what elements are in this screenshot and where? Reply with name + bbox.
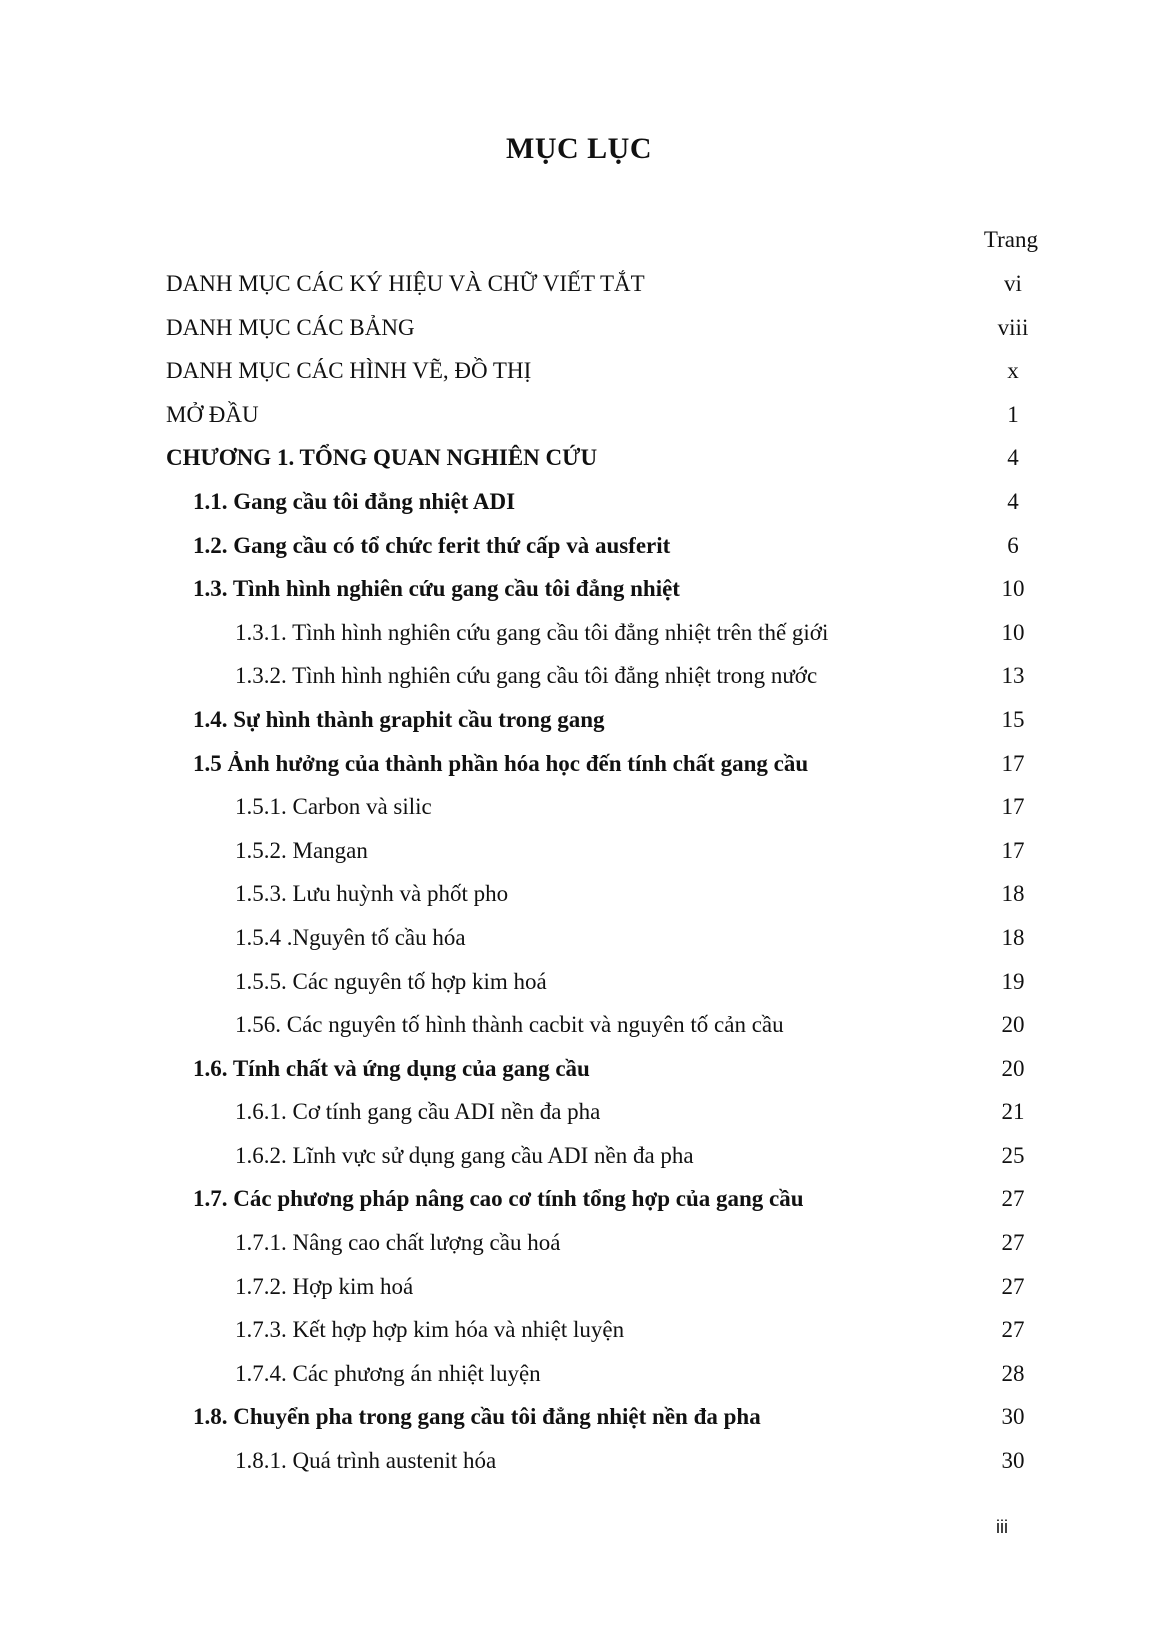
toc-entry[interactable] bbox=[0, 393, 1158, 437]
toc-entry-page: 27 bbox=[1001, 1273, 1025, 1299]
toc-entry-page: 18 bbox=[1001, 924, 1025, 950]
toc-entry-title: 1.5.3. Lưu huỳnh và phốt pho bbox=[235, 881, 509, 907]
toc-entry-page: 15 bbox=[1001, 706, 1025, 732]
toc-entry-title: 1.8.1. Quá trình austenit hóa bbox=[235, 1448, 497, 1474]
toc-entry-title: 1.3.1. Tình hình nghiên cứu gang cầu tôi đẳng nhiệt trên thế giới bbox=[235, 619, 829, 645]
toc-entry[interactable] bbox=[0, 698, 1158, 742]
toc-entry[interactable] bbox=[0, 524, 1158, 568]
toc-entry[interactable] bbox=[0, 1265, 1158, 1309]
toc-entry[interactable] bbox=[0, 1047, 1158, 1091]
toc-entry-page: 13 bbox=[1001, 663, 1025, 689]
toc-entry-title: 1.5 Ảnh hưởng của thành phần hóa học đến tính chất gang cầu bbox=[193, 750, 809, 776]
toc-entry-title: 1.5.4 .Nguyên tố cầu hóa bbox=[235, 924, 466, 950]
page-column-label: Trang bbox=[983, 227, 1038, 252]
toc-entry[interactable] bbox=[0, 262, 1158, 306]
toc-entry-page: 20 bbox=[1001, 1055, 1025, 1081]
toc-entry-page: 17 bbox=[1001, 837, 1025, 863]
toc-entry-page: 27 bbox=[1001, 1230, 1025, 1256]
toc-entry[interactable] bbox=[0, 1352, 1158, 1396]
toc-entry-page: 18 bbox=[1001, 881, 1025, 907]
toc-entry-title: 1.4. Sự hình thành graphit cầu trong gang bbox=[193, 706, 605, 732]
toc-entry-page: 10 bbox=[1001, 619, 1025, 645]
toc-entry-title: 1.7.1. Nâng cao chất lượng cầu hoá bbox=[235, 1230, 561, 1256]
toc-entry[interactable] bbox=[0, 1134, 1158, 1178]
toc-entry[interactable] bbox=[0, 1308, 1158, 1352]
toc-entry-title: DANH MỤC CÁC HÌNH VẼ, ĐỒ THỊ bbox=[166, 358, 532, 384]
toc-entry-page: 17 bbox=[1001, 750, 1025, 776]
toc-entry[interactable] bbox=[0, 1003, 1158, 1047]
toc-entry-title: 1.5.2. Mangan bbox=[235, 837, 368, 863]
toc-entry-page: 21 bbox=[1001, 1099, 1025, 1125]
toc-entry-page: 4 bbox=[1007, 445, 1019, 471]
toc-entry-title: DANH MỤC CÁC BẢNG bbox=[166, 314, 415, 340]
toc-entry[interactable] bbox=[0, 742, 1158, 786]
toc-entry[interactable] bbox=[0, 349, 1158, 393]
toc-entry-title: 1.7. Các phương pháp nâng cao cơ tính tổng hợp của gang cầu bbox=[193, 1186, 804, 1212]
toc-entry-title: 1.8. Chuyển pha trong gang cầu tôi đẳng nhiệt nền đa pha bbox=[193, 1404, 761, 1430]
toc-entry-page: 30 bbox=[1001, 1404, 1025, 1430]
toc-entry[interactable] bbox=[0, 785, 1158, 829]
toc-entry-page: 10 bbox=[1001, 576, 1025, 602]
toc-entry-page: x bbox=[1007, 358, 1019, 384]
toc-entry-page: 28 bbox=[1001, 1360, 1025, 1386]
toc-entry-title: 1.6.2. Lĩnh vực sử dụng gang cầu ADI nền đa pha bbox=[235, 1142, 694, 1168]
toc-entry[interactable] bbox=[0, 306, 1158, 350]
toc-entry[interactable] bbox=[0, 1439, 1158, 1483]
toc-entry-title: 1.5.1. Carbon và silic bbox=[235, 794, 432, 820]
page-title: MỤC LỤC bbox=[506, 132, 652, 165]
toc-entry-title: 1.6. Tính chất và ứng dụng của gang cầu bbox=[193, 1055, 590, 1081]
toc-entry[interactable] bbox=[0, 611, 1158, 655]
toc-entry[interactable] bbox=[0, 1177, 1158, 1221]
toc-entry[interactable] bbox=[0, 480, 1158, 524]
toc-entry-page: 6 bbox=[1007, 532, 1019, 558]
toc-entry[interactable] bbox=[0, 567, 1158, 611]
toc-entry-page: 1 bbox=[1007, 401, 1019, 427]
toc-entry-title: 1.7.3. Kết hợp hợp kim hóa và nhiệt luyện bbox=[235, 1317, 625, 1343]
toc-entry-title: CHƯƠNG 1. TỔNG QUAN NGHIÊN CỨU bbox=[166, 445, 598, 471]
toc-entry-title: DANH MỤC CÁC KÝ HIỆU VÀ CHỮ VIẾT TẮT bbox=[166, 271, 645, 296]
toc-entry-title: 1.5.5. Các nguyên tố hợp kim hoá bbox=[235, 968, 547, 994]
toc-entry[interactable] bbox=[0, 654, 1158, 698]
toc-entry[interactable] bbox=[0, 436, 1158, 480]
toc-entry-page: 20 bbox=[1001, 1012, 1025, 1038]
toc-entry-page: 19 bbox=[1001, 968, 1025, 994]
toc-entry[interactable] bbox=[0, 829, 1158, 873]
footer-page-number: iii bbox=[996, 1517, 1008, 1537]
toc-entry-title: MỞ ĐẦU bbox=[166, 401, 259, 427]
table-of-contents bbox=[0, 262, 1158, 1483]
toc-entry-title: 1.1. Gang cầu tôi đẳng nhiệt ADI bbox=[193, 488, 516, 514]
toc-entry-page: 27 bbox=[1001, 1186, 1025, 1212]
toc-entry-title: 1.2. Gang cầu có tổ chức ferit thứ cấp và ausferit bbox=[193, 532, 671, 558]
toc-entry-title: 1.3. Tình hình nghiên cứu gang cầu tôi đẳng nhiệt bbox=[193, 576, 680, 602]
toc-entry-page: 17 bbox=[1001, 794, 1025, 820]
toc-entry-title: 1.7.2. Hợp kim hoá bbox=[235, 1273, 414, 1299]
toc-entry[interactable] bbox=[0, 916, 1158, 960]
toc-entry-title: 1.7.4. Các phương án nhiệt luyện bbox=[235, 1360, 541, 1386]
toc-entry-page: viii bbox=[997, 314, 1029, 340]
toc-entry-page: 27 bbox=[1001, 1317, 1025, 1343]
toc-entry[interactable] bbox=[0, 960, 1158, 1004]
toc-entry-page: 25 bbox=[1001, 1142, 1025, 1168]
toc-entry-page: vi bbox=[1004, 271, 1022, 296]
toc-entry-title: 1.56. Các nguyên tố hình thành cacbit và nguyên tố cản cầu bbox=[235, 1012, 784, 1038]
toc-entry[interactable] bbox=[0, 1395, 1158, 1439]
toc-entry-title: 1.3.2. Tình hình nghiên cứu gang cầu tôi đẳng nhiệt trong nước bbox=[235, 663, 818, 689]
toc-entry-page: 30 bbox=[1001, 1448, 1025, 1474]
toc-entry-page: 4 bbox=[1007, 488, 1019, 514]
toc-entry[interactable] bbox=[0, 872, 1158, 916]
toc-entry[interactable] bbox=[0, 1090, 1158, 1134]
toc-entry-title: 1.6.1. Cơ tính gang cầu ADI nền đa pha bbox=[235, 1099, 601, 1125]
toc-entry[interactable] bbox=[0, 1221, 1158, 1265]
